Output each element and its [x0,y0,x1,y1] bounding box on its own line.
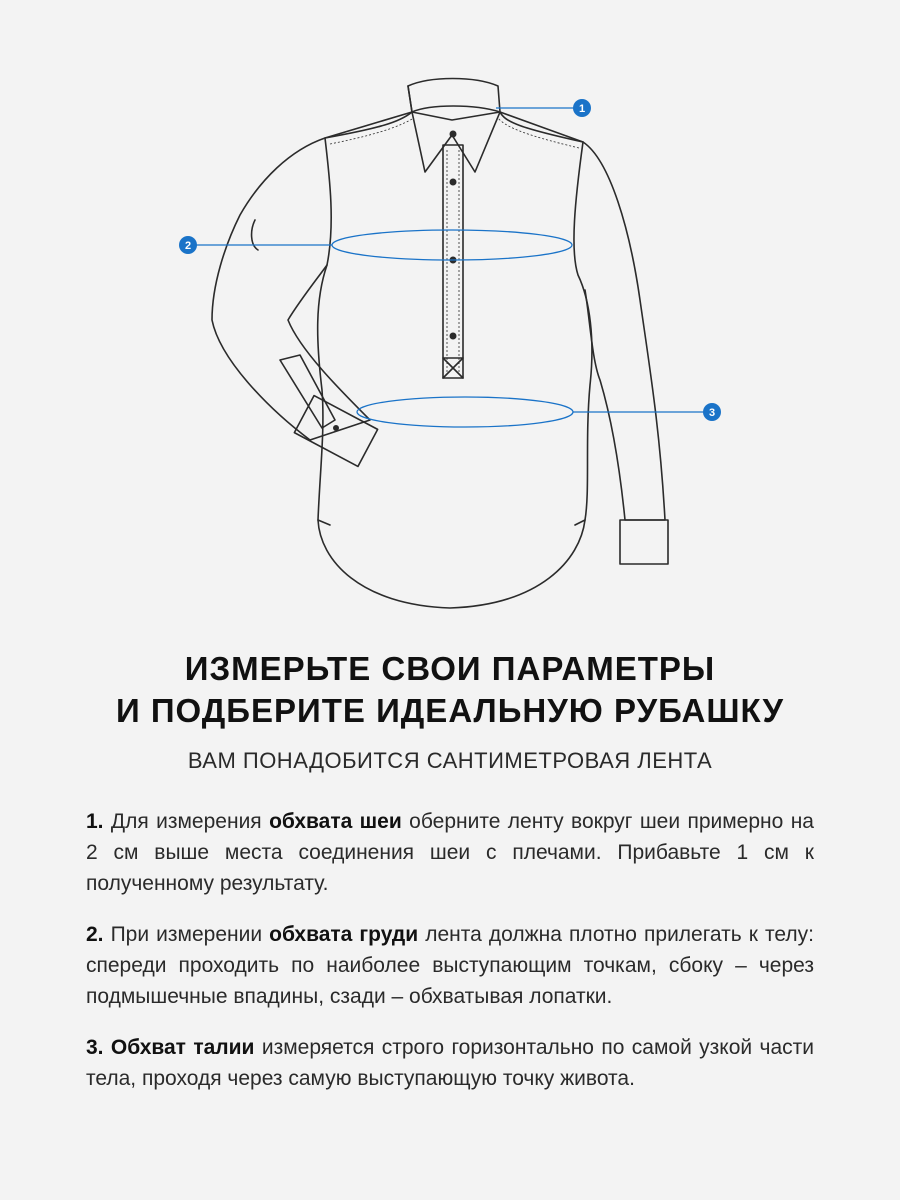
step-number: 1. [86,810,104,833]
right-cuff [620,520,668,564]
instruction-waist: 3. Обхват талии измеряется строго горизонтально по самой узкой части тела, проходя через самую выступающую точку живота. [86,1036,814,1090]
shirt-body [318,112,592,608]
step-keyword: обхвата груди [269,923,419,946]
title-line-2: И ПОДБЕРИТЕ ИДЕАЛЬНУЮ РУБАШКУ [115,692,785,729]
marker-1 [573,99,591,117]
chest-measure-ellipse [332,230,572,260]
collar [408,79,500,173]
step-keyword: Обхват талии [110,1036,255,1059]
svg-text:2: 2 [184,240,192,252]
step-number: 3. [86,1036,104,1059]
instructions-list [86,806,814,1114]
waist-measure-ellipse [357,397,573,427]
left-sleeve [212,138,370,440]
buttons [333,131,457,432]
title-line-1: ИЗМЕРЬТЕ СВОИ ПАРАМЕТРЫ [184,650,716,687]
svg-text:1: 1 [578,103,586,115]
step-keyword: обхвата шеи [269,810,402,833]
instruction-chest: 2. При измерении обхвата груди лента должна плотно прилегать к телу: спереди проходить по наиболее выступающим точкам, сбоку – через подмышечные впадины, сзади – обхватывая лопатки. [86,923,814,1008]
right-sleeve [583,142,665,520]
page-subtitle: ВАМ ПОНАДОБИТСЯ САНТИМЕТРОВАЯ ЛЕНТА [187,748,713,773]
page-title [0,648,900,732]
instruction-neck: 1. Для измерения обхвата шеи оберните ленту вокруг шеи примерно на 2 см выше места соединения шеи с плечами. Прибавьте 1 см к полученному результату. [86,810,814,895]
marker-2 [179,236,197,254]
step-number: 2. [86,923,104,946]
marker-3 [703,403,721,421]
svg-text:3: 3 [708,407,716,419]
